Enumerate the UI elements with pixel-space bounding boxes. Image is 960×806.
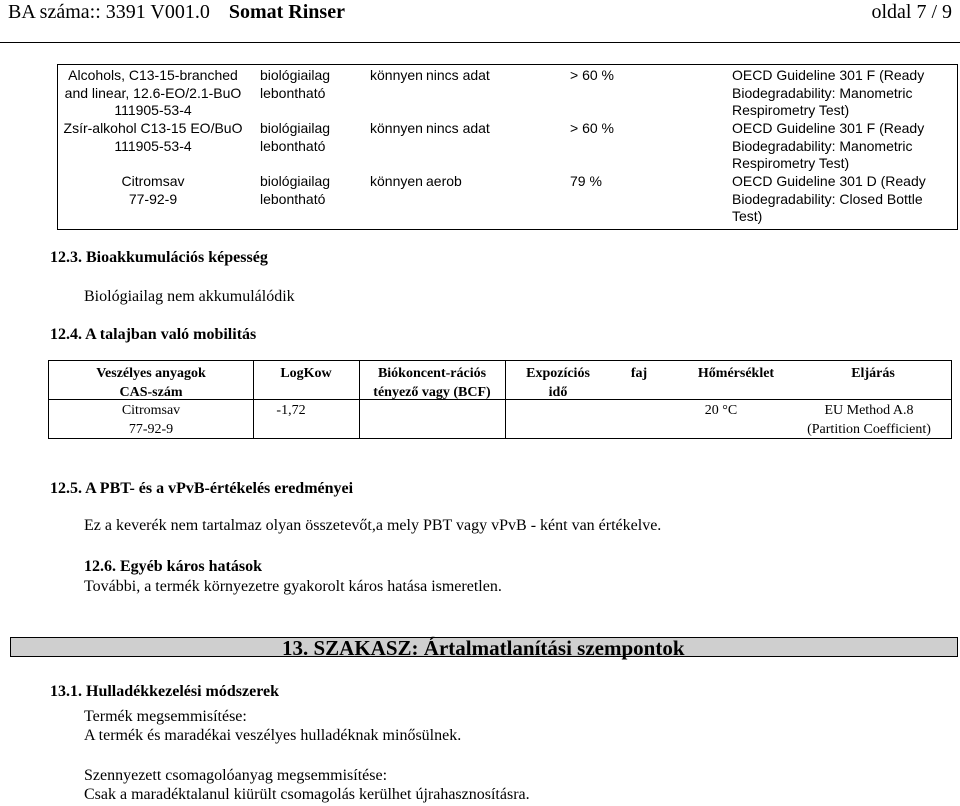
mobility-table: [48, 360, 952, 439]
other-effects-text: További, a termék környezetre gyakorolt káros hatása ismeretlen.: [84, 578, 502, 595]
degradation-degree: > 60 %: [570, 120, 614, 136]
product-name: Somat Rinser: [228, 1, 345, 23]
degradability-ease: könnyen: [370, 120, 423, 136]
substance-name: Citromsav 77-92-9: [121, 173, 185, 207]
row-method: EU Method A.8 (Partition Coefficient): [807, 403, 931, 437]
test-method: nincs adat: [426, 67, 490, 83]
test-guideline: OECD Guideline 301 F (Ready Biodegradability: Manometric Respirometry Test): [732, 67, 925, 118]
header-exposure: Expozíciós idő: [526, 366, 590, 400]
product-disposal-text: A termék és maradékai veszélyes hulladéknak minősülnek.: [84, 727, 462, 744]
header-temperature: Hőmérséklet: [697, 366, 775, 381]
degradation-table: [57, 64, 958, 230]
test-guideline: OECD Guideline 301 F (Ready Biodegradability: Manometric Respirometry Test): [732, 120, 925, 171]
header-method: Eljárás: [851, 366, 895, 381]
header-divider: [0, 42, 960, 43]
header-species: faj: [630, 366, 648, 381]
section-heading-12-3: 12.3. Bioakkumulációs képesség: [50, 249, 268, 266]
substance-name: Alcohols, C13-15-branched and linear, 12.6-EO/2.1-BuO 111905-53-4: [64, 67, 242, 118]
page-header: [0, 0, 960, 40]
header-bcf: Biókoncent-rációs tényező vagy (BCF): [373, 366, 491, 400]
packaging-disposal-label: Szennyezett csomagolóanyag megsemmisítése:: [84, 767, 388, 784]
doc-reference: BA száma:: 3391 V001.0: [8, 1, 210, 23]
packaging-disposal-text: Csak a maradéktalanul kiürült csomagolás kerülhet újrahasznosításra.: [84, 786, 530, 803]
row-temperature: 20 °C: [704, 403, 738, 418]
degradability-result: biológiailag lebontható: [260, 67, 331, 101]
substance-name: Zsír-alkohol C13-15 EO/BuO 111905-53-4: [63, 120, 243, 154]
page-number: oldal 7 / 9: [871, 1, 952, 23]
degradation-degree: > 60 %: [570, 67, 614, 83]
product-disposal-label: Termék megsemmisítése:: [84, 708, 247, 725]
header-substance: Veszélyes anyagok CAS-szám: [96, 366, 206, 400]
test-method: nincs adat: [426, 120, 490, 136]
bioaccumulation-text: Biológiailag nem akkumulálódik: [84, 288, 295, 305]
degradability-ease: könnyen: [370, 173, 423, 189]
test-guideline: OECD Guideline 301 D (Ready Biodegradability: Closed Bottle Test): [732, 173, 926, 224]
section-heading-12-4: 12.4. A talajban való mobilitás: [50, 326, 257, 343]
header-logkow: LogKow: [280, 366, 332, 381]
degradability-result: biológiailag lebontható: [260, 173, 331, 207]
degradation-degree: 79 %: [570, 173, 602, 189]
degradability-result: biológiailag lebontható: [260, 120, 331, 154]
section-heading-12-6: 12.6. Egyéb káros hatások: [84, 558, 262, 575]
row-substance: Citromsav 77-92-9: [121, 403, 181, 437]
section-13-title: 13. SZAKASZ: Ártalmatlanítási szempontok: [282, 636, 685, 660]
header-title: [8, 1, 345, 24]
pbt-assessment-text: Ez a keverék nem tartalmaz olyan összetevőt,a mely PBT vagy vPvB - ként van értékelve.: [84, 517, 662, 534]
section-heading-13-1: 13.1. Hulladékkezelési módszerek: [50, 683, 280, 700]
section-heading-12-5: 12.5. A PBT- és a vPvB-értékelés eredményei: [50, 480, 354, 497]
test-method: aerob: [426, 173, 462, 189]
row-logkow: -1,72: [276, 403, 306, 418]
degradability-ease: könnyen: [370, 67, 423, 83]
